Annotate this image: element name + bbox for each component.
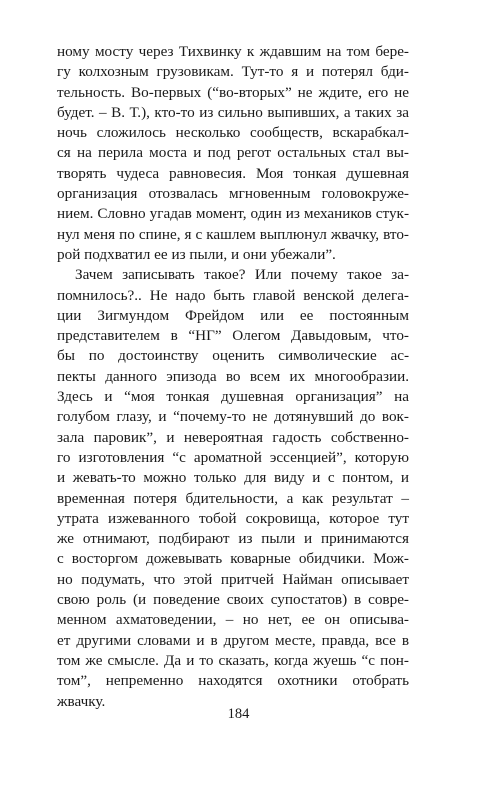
text-line: гу колхозным грузовикам. Тут-то я и потерял бди- bbox=[57, 63, 409, 81]
text-line: том же смысле. Да и то сказать, когда жуешь “с пон- bbox=[57, 651, 409, 669]
text-line: нием. Словно угадав момент, один из механиков стук- bbox=[57, 205, 409, 223]
text-line: нул меня по спине, я с кашлем выплюнул жвачку, вто- bbox=[57, 225, 409, 243]
text-line: же отнимают, подбирают из пыли и принимаются bbox=[57, 530, 409, 548]
text-line: будет. – В. Т.), кто-то из сильно выпивших, а таких за bbox=[57, 103, 409, 121]
paragraph-1 bbox=[57, 42, 409, 265]
text-line: зала паровик”, и невероятная гадость собственно- bbox=[57, 428, 409, 446]
page-number: 184 bbox=[227, 706, 250, 722]
text-line: свою роль (и поведение своих супостатов) в совре- bbox=[57, 591, 409, 609]
text-line: голубом глазу, и “почему-то не дотянувший до вок- bbox=[57, 408, 409, 426]
text-line: жвачку. bbox=[57, 692, 106, 710]
text-line: менном ахматоведении, – но нет, ее он описыва- bbox=[57, 611, 409, 629]
text-line: рой подхватил ее из пыли, и они убежали”. bbox=[57, 245, 336, 263]
text-line: ся на перила моста и под регот остальных стал вы- bbox=[57, 144, 409, 162]
text-line: и жевать-то можно только для виду и с понтом, и bbox=[57, 469, 409, 487]
text-line: Зачем записывать такое? Или почему такое за- bbox=[75, 266, 409, 284]
text-line: том”, непременно находятся охотники отобрать bbox=[57, 672, 409, 690]
text-line: но подумать, что этой притчей Найман описывает bbox=[57, 570, 409, 588]
text-line: помнилось?.. Не надо быть главой венской делега- bbox=[57, 286, 409, 304]
text-line: представителем в “НГ” Олегом Давыдовым, что- bbox=[57, 327, 409, 345]
text-line: ночь сложилось несколько сообществ, вскарабкал- bbox=[57, 124, 409, 142]
text-line: творять чудеса равновесия. Моя тонкая душевная bbox=[57, 164, 409, 182]
text-line: го изготовления “с ароматной эссенцией”, которую bbox=[57, 448, 409, 466]
text-line: организация отозвалась мгновенным головокруже- bbox=[57, 185, 409, 203]
text-line: ции Зигмундом Фрейдом или ее постоянным bbox=[57, 306, 409, 324]
body-text bbox=[57, 42, 409, 712]
text-line: бы по достоинству оценить символические ас- bbox=[57, 347, 409, 365]
paragraph-2 bbox=[57, 265, 409, 712]
text-line: временная потеря бдительности, а как результат – bbox=[57, 489, 409, 507]
text-line: Здесь и “моя тонкая душевная организация” на bbox=[57, 388, 409, 406]
text-line: ет другими словами и в другом месте, правда, все в bbox=[57, 631, 409, 649]
text-line: пекты данного эпизода во всем их многообразии. bbox=[57, 367, 409, 385]
text-line: тельность. Во-первых (“во-вторых” не ждите, его не bbox=[57, 83, 409, 101]
text-line: утрата изжеванного тобой сокровища, которое тут bbox=[57, 509, 409, 527]
text-line: ному мосту через Тихвинку к ждавшим на том бере- bbox=[57, 43, 409, 60]
text-line: с восторгом дожевывать коварные обидчики. Мож- bbox=[57, 550, 409, 568]
